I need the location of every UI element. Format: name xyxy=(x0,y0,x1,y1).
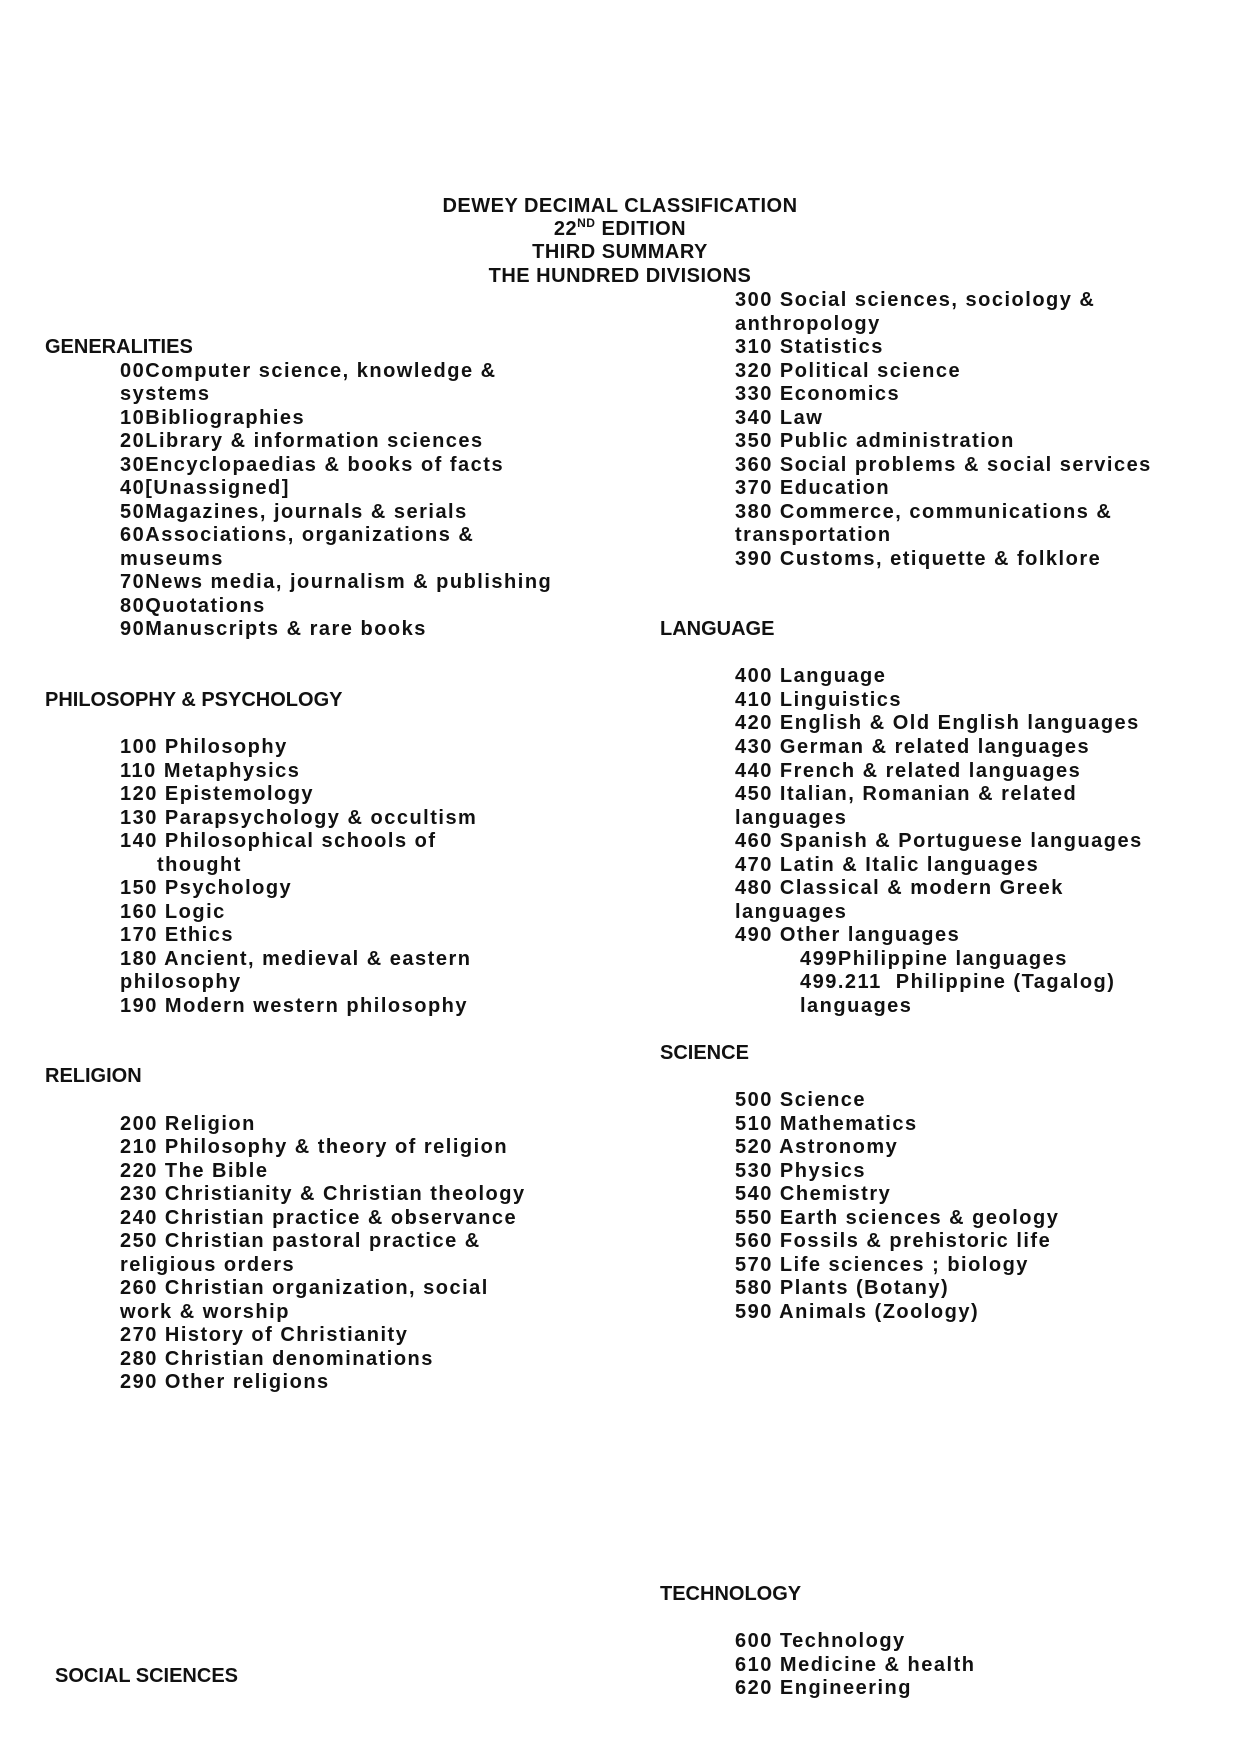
list-item: 420 English & Old English languages xyxy=(735,712,1140,734)
list-item: 250 Christian pastoral practice & xyxy=(120,1230,481,1252)
section-heading-technology: TECHNOLOGY xyxy=(660,1583,802,1605)
list-item: 240 Christian practice & observance xyxy=(120,1207,518,1229)
list-item: languages xyxy=(735,901,848,923)
list-item: 70News media, journalism & publishing xyxy=(120,571,553,593)
list-item: 410 Linguistics xyxy=(735,689,902,711)
list-item: 470 Latin & Italic languages xyxy=(735,854,1040,876)
list-item: 280 Christian denominations xyxy=(120,1348,434,1370)
list-item: 480 Classical & modern Greek xyxy=(735,877,1064,899)
list-item: 80Quotations xyxy=(120,595,266,617)
list-item: 330 Economics xyxy=(735,383,901,405)
list-item: 140 Philosophical schools of xyxy=(120,830,437,852)
list-item: 550 Earth sciences & geology xyxy=(735,1207,1060,1229)
list-item: 60Associations, organizations & xyxy=(120,524,475,546)
list-item: 570 Life sciences ; biology xyxy=(735,1254,1029,1276)
list-item: 200 Religion xyxy=(120,1113,256,1135)
list-item: 310 Statistics xyxy=(735,336,884,358)
list-item: 400 Language xyxy=(735,665,887,687)
list-item: 460 Spanish & Portuguese languages xyxy=(735,830,1143,852)
edition-line xyxy=(0,217,1240,241)
list-item: 610 Medicine & health xyxy=(735,1654,976,1676)
section-heading-philosophy: PHILOSOPHY & PSYCHOLOGY xyxy=(45,689,343,711)
list-item: 510 Mathematics xyxy=(735,1113,918,1135)
list-item: 380 Commerce, communications & xyxy=(735,501,1113,523)
list-item: 350 Public administration xyxy=(735,430,1015,452)
list-item: 20Library & information sciences xyxy=(120,430,484,452)
list-item: 620 Engineering xyxy=(735,1677,912,1699)
list-item: 120 Epistemology xyxy=(120,783,315,805)
list-item: 530 Physics xyxy=(735,1160,867,1182)
list-item: 499Philippine languages xyxy=(800,948,1068,970)
list-item: 390 Customs, etiquette & folklore xyxy=(735,548,1102,570)
list-item: 30Encyclopaedias & books of facts xyxy=(120,454,505,476)
list-item: 220 The Bible xyxy=(120,1160,269,1182)
list-item: museums xyxy=(120,548,224,570)
list-item: 210 Philosophy & theory of religion xyxy=(120,1136,509,1158)
list-item: 270 History of Christianity xyxy=(120,1324,409,1346)
list-item: languages xyxy=(735,807,848,829)
edition-ordinal: ND xyxy=(577,216,596,230)
list-item: 150 Psychology xyxy=(120,877,293,899)
list-item: 500 Science xyxy=(735,1089,867,1111)
list-item: 499.211 Philippine (Tagalog) xyxy=(800,971,1116,993)
list-item: thought xyxy=(157,854,242,876)
list-item: 260 Christian organization, social xyxy=(120,1277,489,1299)
list-item: 190 Modern western philosophy xyxy=(120,995,469,1017)
list-item: 360 Social problems & social services xyxy=(735,454,1152,476)
list-item: languages xyxy=(800,995,913,1017)
list-item: 40[Unassigned] xyxy=(120,477,290,499)
edition-number: 22 xyxy=(553,218,578,240)
list-item: 440 French & related languages xyxy=(735,760,1082,782)
list-item: 100 Philosophy xyxy=(120,736,288,758)
list-item: work & worship xyxy=(120,1301,290,1323)
list-item: 110 Metaphysics xyxy=(120,760,301,782)
section-heading-science: SCIENCE xyxy=(660,1042,749,1064)
list-item: 160 Logic xyxy=(120,901,226,923)
list-item: 580 Plants (Botany) xyxy=(735,1277,950,1299)
divisions-title: THE HUNDRED DIVISIONS xyxy=(488,265,752,287)
list-item: 300 Social sciences, sociology & xyxy=(735,289,1096,311)
list-item: 540 Chemistry xyxy=(735,1183,892,1205)
list-item: 520 Astronomy xyxy=(735,1136,899,1158)
list-item: 10Bibliographies xyxy=(120,407,306,429)
list-item: 130 Parapsychology & occultism xyxy=(120,807,478,829)
section-heading-social-sciences: SOCIAL SCIENCES xyxy=(55,1665,238,1687)
section-heading-religion: RELIGION xyxy=(45,1065,142,1087)
list-item: 90Manuscripts & rare books xyxy=(120,618,427,640)
list-item: 290 Other religions xyxy=(120,1371,330,1393)
list-item: 340 Law xyxy=(735,407,824,429)
list-item: 560 Fossils & prehistoric life xyxy=(735,1230,1052,1252)
section-heading-language: LANGUAGE xyxy=(660,618,775,640)
list-item: 230 Christianity & Christian theology xyxy=(120,1183,526,1205)
list-item: transportation xyxy=(735,524,892,546)
list-item: 00Computer science, knowledge & xyxy=(120,360,497,382)
summary-title: THIRD SUMMARY xyxy=(532,241,708,263)
list-item: 430 German & related languages xyxy=(735,736,1091,758)
list-item: 600 Technology xyxy=(735,1630,906,1652)
list-item: 450 Italian, Romanian & related xyxy=(735,783,1078,805)
list-item: 170 Ethics xyxy=(120,924,234,946)
edition-word: EDITION xyxy=(595,218,687,240)
list-item: 490 Other languages xyxy=(735,924,961,946)
list-item: 180 Ancient, medieval & eastern xyxy=(120,948,472,970)
list-item: religious orders xyxy=(120,1254,296,1276)
list-item: 590 Animals (Zoology) xyxy=(735,1301,980,1323)
list-item: 370 Education xyxy=(735,477,891,499)
list-item: systems xyxy=(120,383,211,405)
list-item: philosophy xyxy=(120,971,242,993)
doc-title: DEWEY DECIMAL CLASSIFICATION xyxy=(442,195,798,217)
list-item: 320 Political science xyxy=(735,360,962,382)
section-heading-generalities: GENERALITIES xyxy=(45,336,193,358)
list-item: 50Magazines, journals & serials xyxy=(120,501,468,523)
list-item: anthropology xyxy=(735,313,881,335)
